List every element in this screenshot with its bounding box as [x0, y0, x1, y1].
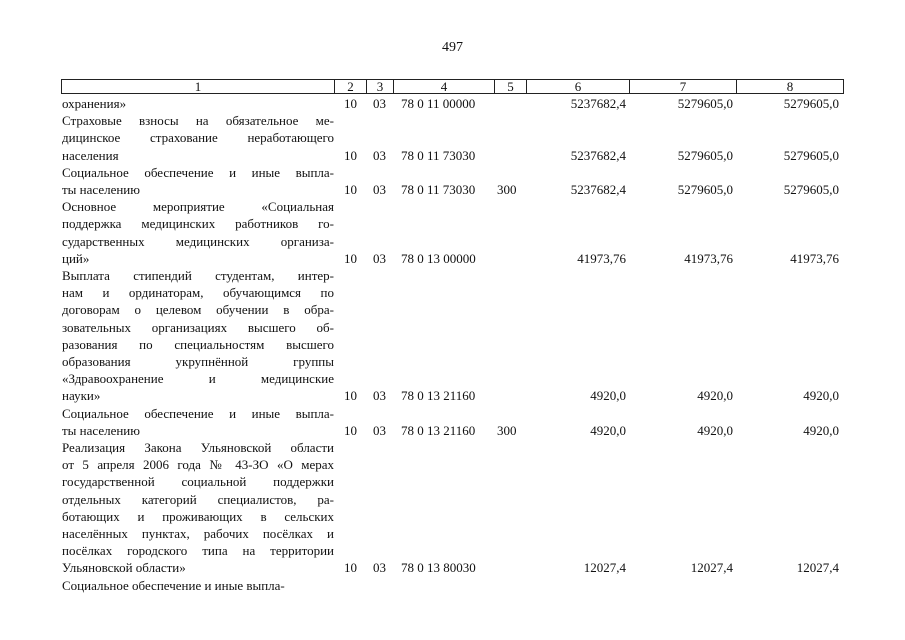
header-col-6: 6: [574, 79, 582, 94]
description-line: Страховые взносы на обязательное ме-: [62, 113, 334, 129]
row-description: [62, 267, 334, 405]
header-col-7: 7: [679, 79, 687, 94]
row-description: [62, 112, 334, 164]
amount-col-6: 41973,76: [577, 250, 626, 266]
amount-col-7: 12027,4: [690, 560, 733, 576]
section-code: 10: [344, 96, 357, 111]
target-article-code: 78 0 13 21160: [401, 422, 476, 438]
header-col-8: 8: [786, 79, 794, 94]
description-line: посёлках городского типа на территории: [62, 543, 334, 559]
description-line: поддержка медицинских работников го-: [62, 216, 334, 232]
header-col-1: 1: [194, 79, 202, 94]
section-code: 10: [344, 422, 357, 438]
description-line: ты населению: [62, 422, 140, 438]
table-row: [0, 577, 905, 594]
target-article-code: 78 0 11 73030: [401, 181, 476, 197]
amount-col-8: 12027,4: [796, 560, 839, 576]
description-line: Основное мероприятие «Социальная: [62, 199, 334, 215]
description-line: Социальное обеспечение и иные выпла-: [62, 577, 285, 593]
description-line: охранения»: [62, 96, 127, 111]
amount-col-6: 12027,4: [583, 560, 626, 576]
description-line: дицинское страхование неработающего: [62, 130, 334, 146]
description-line: зовательных организациях высшего об-: [62, 319, 334, 335]
amount-col-6: 4920,0: [590, 422, 626, 438]
amount-col-7: 41973,76: [684, 250, 733, 266]
header-col-5: 5: [507, 79, 514, 94]
description-line: науки»: [62, 388, 101, 404]
description-line: Реализация Закона Ульяновской области: [62, 439, 334, 455]
amount-col-7: 4920,0: [697, 388, 733, 404]
subsection-code: 03: [373, 250, 386, 266]
section-code: 10: [344, 388, 357, 404]
description-line: ботающих и проживающих в сельских: [62, 508, 334, 524]
subsection-code: 03: [373, 422, 386, 438]
page-number: 497: [442, 40, 463, 55]
amount-col-8: 41973,76: [790, 250, 839, 266]
section-code: 10: [344, 181, 357, 197]
section-code: 10: [344, 560, 357, 576]
header-col-2: 2: [347, 79, 354, 94]
description-line: разования по специальностям высшего: [62, 336, 334, 352]
row-description: [62, 577, 334, 594]
description-line: Социальное обеспечение и иные выпла-: [62, 405, 334, 421]
amount-col-7: 4920,0: [697, 422, 733, 438]
description-line: населения: [62, 147, 119, 163]
target-article-code: 78 0 13 21160: [401, 388, 476, 404]
description-line: ты населению: [62, 181, 140, 197]
description-line: Ульяновской области»: [62, 560, 186, 576]
expense-type-code: 300: [497, 181, 517, 197]
amount-col-8: 4920,0: [803, 388, 839, 404]
subsection-code: 03: [373, 147, 386, 163]
table-row: [0, 405, 905, 439]
amount-col-6: 5237682,4: [570, 147, 626, 163]
table-header: [61, 79, 844, 94]
description-line: государственной социальной поддержки: [62, 474, 334, 490]
description-line: населённых пунктах, рабочих посёлках и: [62, 525, 334, 541]
expense-type-code: 300: [497, 422, 517, 438]
amount-col-8: 5279605,0: [783, 147, 839, 163]
subsection-code: 03: [373, 560, 386, 576]
description-line: Социальное обеспечение и иные выпла-: [62, 164, 334, 180]
row-description: [62, 164, 334, 198]
row-description: [62, 198, 334, 267]
amount-col-7: 5279605,0: [677, 96, 733, 111]
table-row: [0, 164, 905, 198]
row-description: [62, 405, 334, 439]
target-article-code: 78 0 13 80030: [401, 560, 476, 576]
description-line: нам и ординаторам, обучающимся по: [62, 285, 334, 301]
amount-col-7: 5279605,0: [677, 147, 733, 163]
section-code: 10: [344, 147, 357, 163]
header-col-4: 4: [440, 79, 448, 94]
amount-col-8: 5279605,0: [783, 181, 839, 197]
target-article-code: 78 0 13 00000: [401, 250, 476, 266]
description-line: сударственных медицинских организа-: [62, 233, 334, 249]
header-col-3: 3: [376, 79, 384, 94]
target-article-code: 78 0 11 73030: [401, 147, 476, 163]
description-line: договорам о целевом обучении в обра-: [62, 302, 334, 318]
amount-col-8: 4920,0: [803, 422, 839, 438]
table-body: [0, 95, 905, 594]
target-article-code: 78 0 11 00000: [401, 96, 476, 111]
description-line: ций»: [62, 250, 90, 266]
table-row: [0, 95, 905, 112]
section-code: 10: [344, 250, 357, 266]
description-line: «Здравоохранение и медицинские: [62, 371, 334, 387]
description-line: отдельных категорий специалистов, ра-: [62, 491, 334, 507]
subsection-code: 03: [373, 96, 386, 111]
description-line: от 5 апреля 2006 года № 43-ЗО «О мерах: [62, 457, 334, 473]
amount-col-8: 5279605,0: [783, 96, 839, 111]
amount-col-6: 4920,0: [590, 388, 626, 404]
table-row: [0, 439, 905, 577]
table-row: [0, 112, 905, 164]
amount-col-6: 5237682,4: [570, 181, 626, 197]
amount-col-7: 5279605,0: [677, 181, 733, 197]
description-line: образования укрупнённой группы: [62, 353, 334, 369]
subsection-code: 03: [373, 388, 386, 404]
subsection-code: 03: [373, 181, 386, 197]
amount-col-6: 5237682,4: [570, 96, 626, 111]
row-description: [62, 439, 334, 577]
description-line: Выплата стипендий студентам, интер-: [62, 267, 334, 283]
table-row: [0, 198, 905, 267]
row-description: [62, 95, 334, 112]
table-row: [0, 267, 905, 405]
